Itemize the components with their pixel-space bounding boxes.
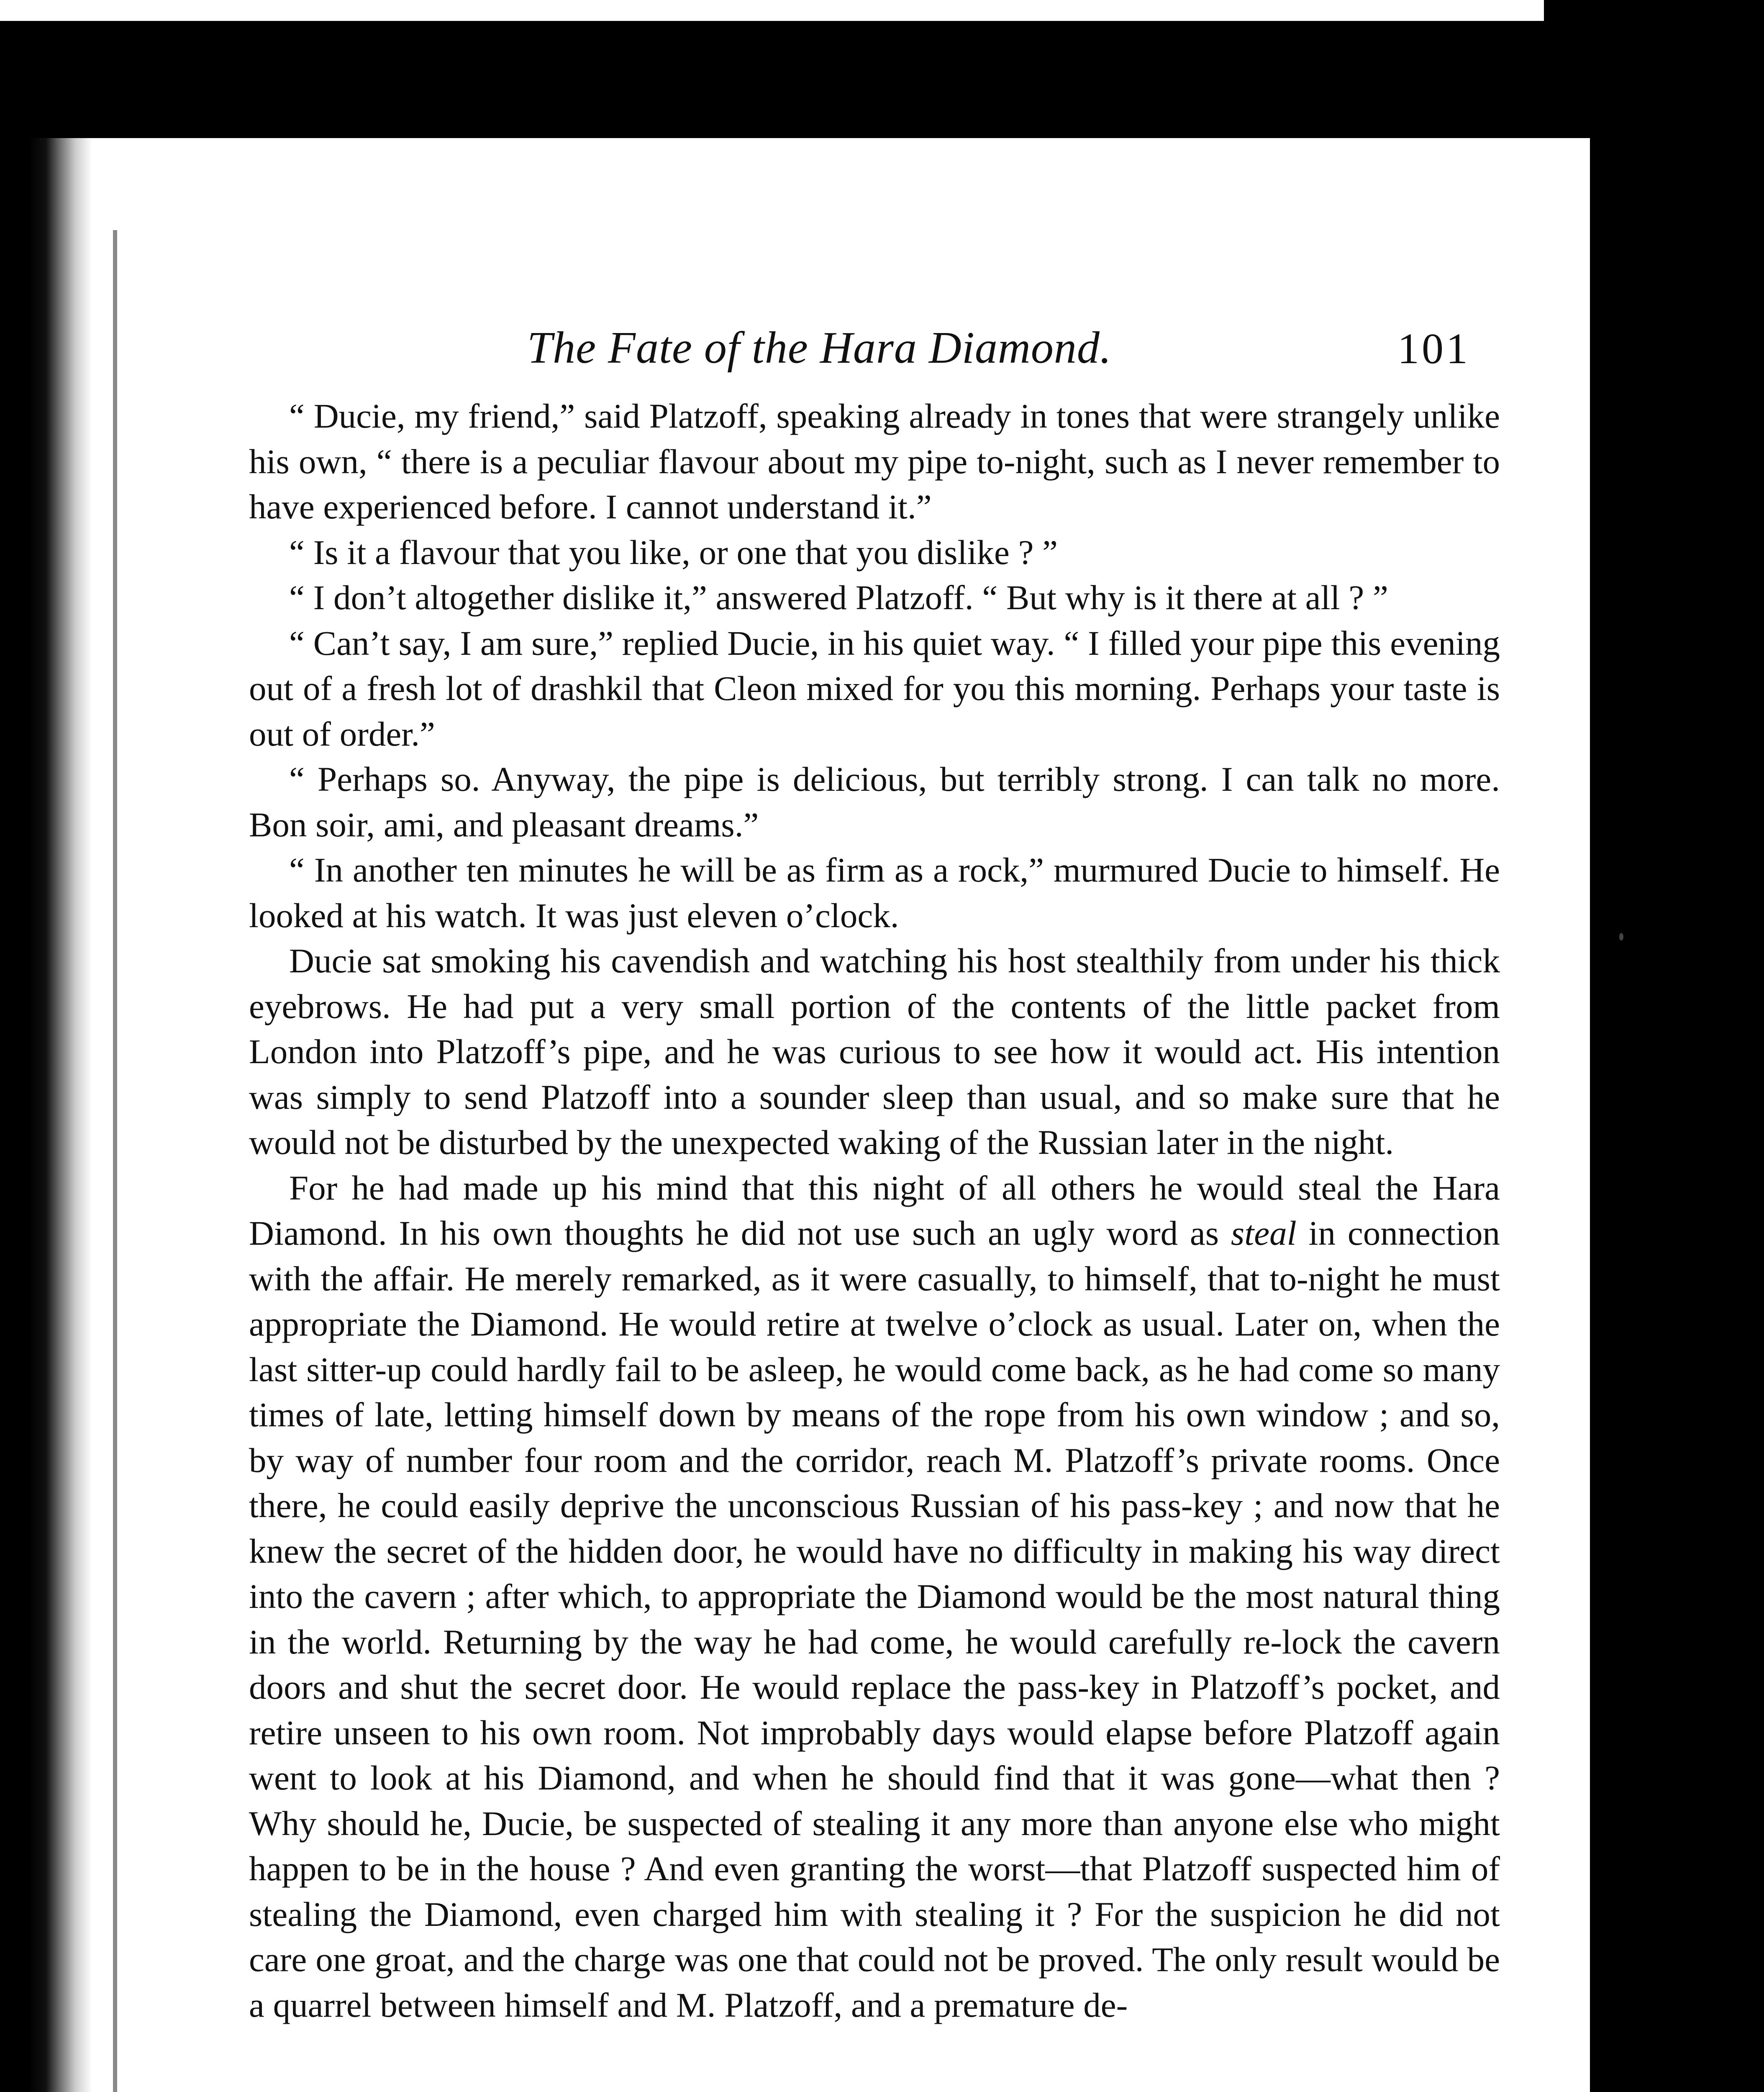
body-text bbox=[249, 393, 1500, 2028]
paragraph: “ I don’t altogether dislike it,” answered Platzoff. “ But why is it there at all ? ” bbox=[289, 578, 1388, 617]
paragraph: Ducie sat smoking his cavendish and watching his host stealthily from under his thick eyebrows. He had put a very small portion of the contents of the little packet from London into Platzoff’s pipe, and he was curious to see how it would act. His intention was simply to send Platzoff into a sounder sleep than usual, and so make sure that he would not be disturbed by the unexpected waking of the Russian later in the night. bbox=[249, 941, 1500, 1161]
paragraph-text-start: For he had made up his mind that this night of all others he would steal the Hara Diamond. In his own thoughts he did not use such an ugly word as bbox=[249, 1168, 1500, 1252]
binding-shadow bbox=[29, 138, 92, 2092]
paragraph: “ Perhaps so. Anyway, the pipe is delicious, but terribly strong. I can talk no more. Bon soir, ami, and pleasant dreams.” bbox=[249, 760, 1500, 844]
running-title: The Fate of the Hara Diamond. bbox=[527, 323, 1112, 373]
emphasized-word: steal bbox=[1231, 1214, 1297, 1252]
paragraph: “ Can’t say, I am sure,” replied Ducie, in his quiet way. “ I filled your pipe this evening out of a fresh lot of drashkil that Cleon mixed for you this morning. Perhaps your taste is out of order.” bbox=[249, 623, 1500, 753]
paragraph: “ Ducie, my friend,” said Platzoff, speaking already in tones that were strangely unlike his own, “ there is a peculiar flavour about my pipe to-night, such as I never remember to have experienced before. I cannot understand it.” bbox=[249, 397, 1500, 526]
scan-speck bbox=[1619, 933, 1623, 941]
book-page bbox=[29, 138, 1590, 2092]
paragraph-text-end: in connection with the affair. He merely remarked, as it were casually, to himself, that to-night he must appropriate the Diamond. He would retire at twelve o’clock as usual. Later on, when the last sitter-up could hardly fail to be asleep, he would come back, as he had come so many times of late, letting himself down by means of the rope from his own window ; and so, by way of number four room and the corridor, reach M. Platzoff’s private rooms. Once there, he could easily deprive the unconscious Russian of his pass-key ; and now that he knew the secret of the hidden door, he would have no difficulty in making his way direct into the cavern ; after which, to appropriate the Diamond would be the most natural thing in the world. Returning by the way he had come, he would carefully re-lock the cavern doors and shut the secret door. He would replace the pass-key in Platzoff’s pocket, and retire unseen to his own room. Not improbably days would elapse before Platzoff again went to look at his Diamond, and when he should find that it was gone—what then ? Why should he, Ducie, be suspected of stealing it any more than anyone else who might happen to be in the house ? And even granting the worst—that Platzoff suspected him of stealing the Diamond, even charged him with stealing it ? For the suspicion he did not care one groat, and the charge was one that could not be proved. The only result would be a quarrel between himself and M. Platzoff, and a premature de- bbox=[249, 1214, 1500, 2024]
gutter-line bbox=[113, 230, 117, 2092]
page-number: 101 bbox=[1397, 325, 1470, 373]
paragraph: “ In another ten minutes he will be as firm as a rock,” murmured Ducie to himself. He looked at his watch. It was just eleven o’clock. bbox=[249, 851, 1500, 935]
running-head bbox=[29, 322, 1590, 381]
adjacent-page-edge bbox=[0, 0, 1544, 21]
paragraph bbox=[249, 1165, 1500, 2028]
paragraph: “ Is it a flavour that you like, or one that you dislike ? ” bbox=[289, 533, 1058, 572]
